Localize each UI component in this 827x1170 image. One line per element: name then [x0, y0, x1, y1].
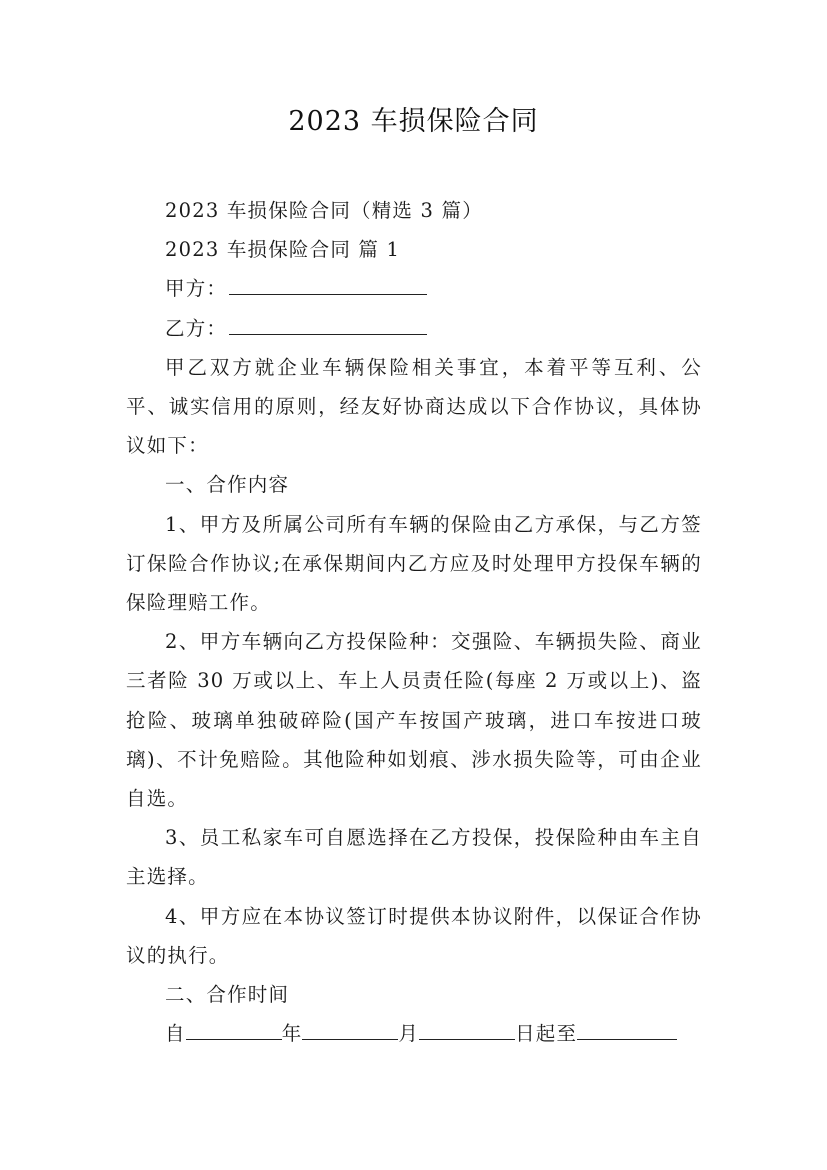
date-month: 月	[398, 1022, 420, 1046]
party-a-label: 甲方：	[165, 277, 228, 301]
party-a-line	[126, 269, 702, 308]
party-b-line	[126, 309, 702, 348]
clause-4: 4、甲方应在本协议签订时提供本协议附件，以保证合作协议的执行。	[126, 904, 702, 967]
end-date-blank	[577, 1015, 677, 1040]
month-blank	[302, 1015, 398, 1040]
chapter-heading: 2023 车损保险合同 篇 1	[165, 238, 401, 262]
date-from: 自	[165, 1022, 186, 1046]
date-line	[126, 1014, 702, 1053]
section2-heading: 二、合作时间	[165, 983, 290, 1007]
party-a-blank	[229, 270, 427, 295]
intro-paragraph: 甲乙双方就企业车辆保险相关事宜，本着平等互利、公平、诚实信用的原则，经友好协商达成以下合作协议，具体协议如下：	[126, 355, 702, 458]
document-subtitle: 2023 车损保险合同（精选 3 篇）	[165, 199, 483, 222]
document-title: 2023 车损保险合同	[288, 106, 539, 137]
party-b-label: 乙方：	[165, 316, 228, 340]
section1-heading: 一、合作内容	[165, 473, 290, 497]
clause-2: 2、甲方车辆向乙方投保险种：交强险、车辆损失险、商业三者险 30 万或以上、车上人员责任险(每座 2 万或以上)、盗抢险、玻璃单独破碎险(国产车按国产玻璃，进口车按进口玻璃)、不计免赔险。其他险种如划痕、涉水损失险等，可由企业自选。	[126, 630, 702, 811]
document-body	[126, 191, 702, 1053]
clause-1: 1、甲方及所属公司所有车辆的保险由乙方承保，与乙方签订保险合作协议;在承保期间内乙方应及时处理甲方投保车辆的保险理赔工作。	[126, 512, 702, 615]
date-day-until: 日起至	[515, 1022, 578, 1046]
day-blank	[419, 1015, 515, 1040]
date-year: 年	[281, 1022, 303, 1046]
clause-3: 3、员工私家车可自愿选择在乙方投保，投保险种由车主自主选择。	[126, 826, 702, 889]
party-b-blank	[229, 310, 427, 335]
year-blank	[186, 1015, 282, 1040]
